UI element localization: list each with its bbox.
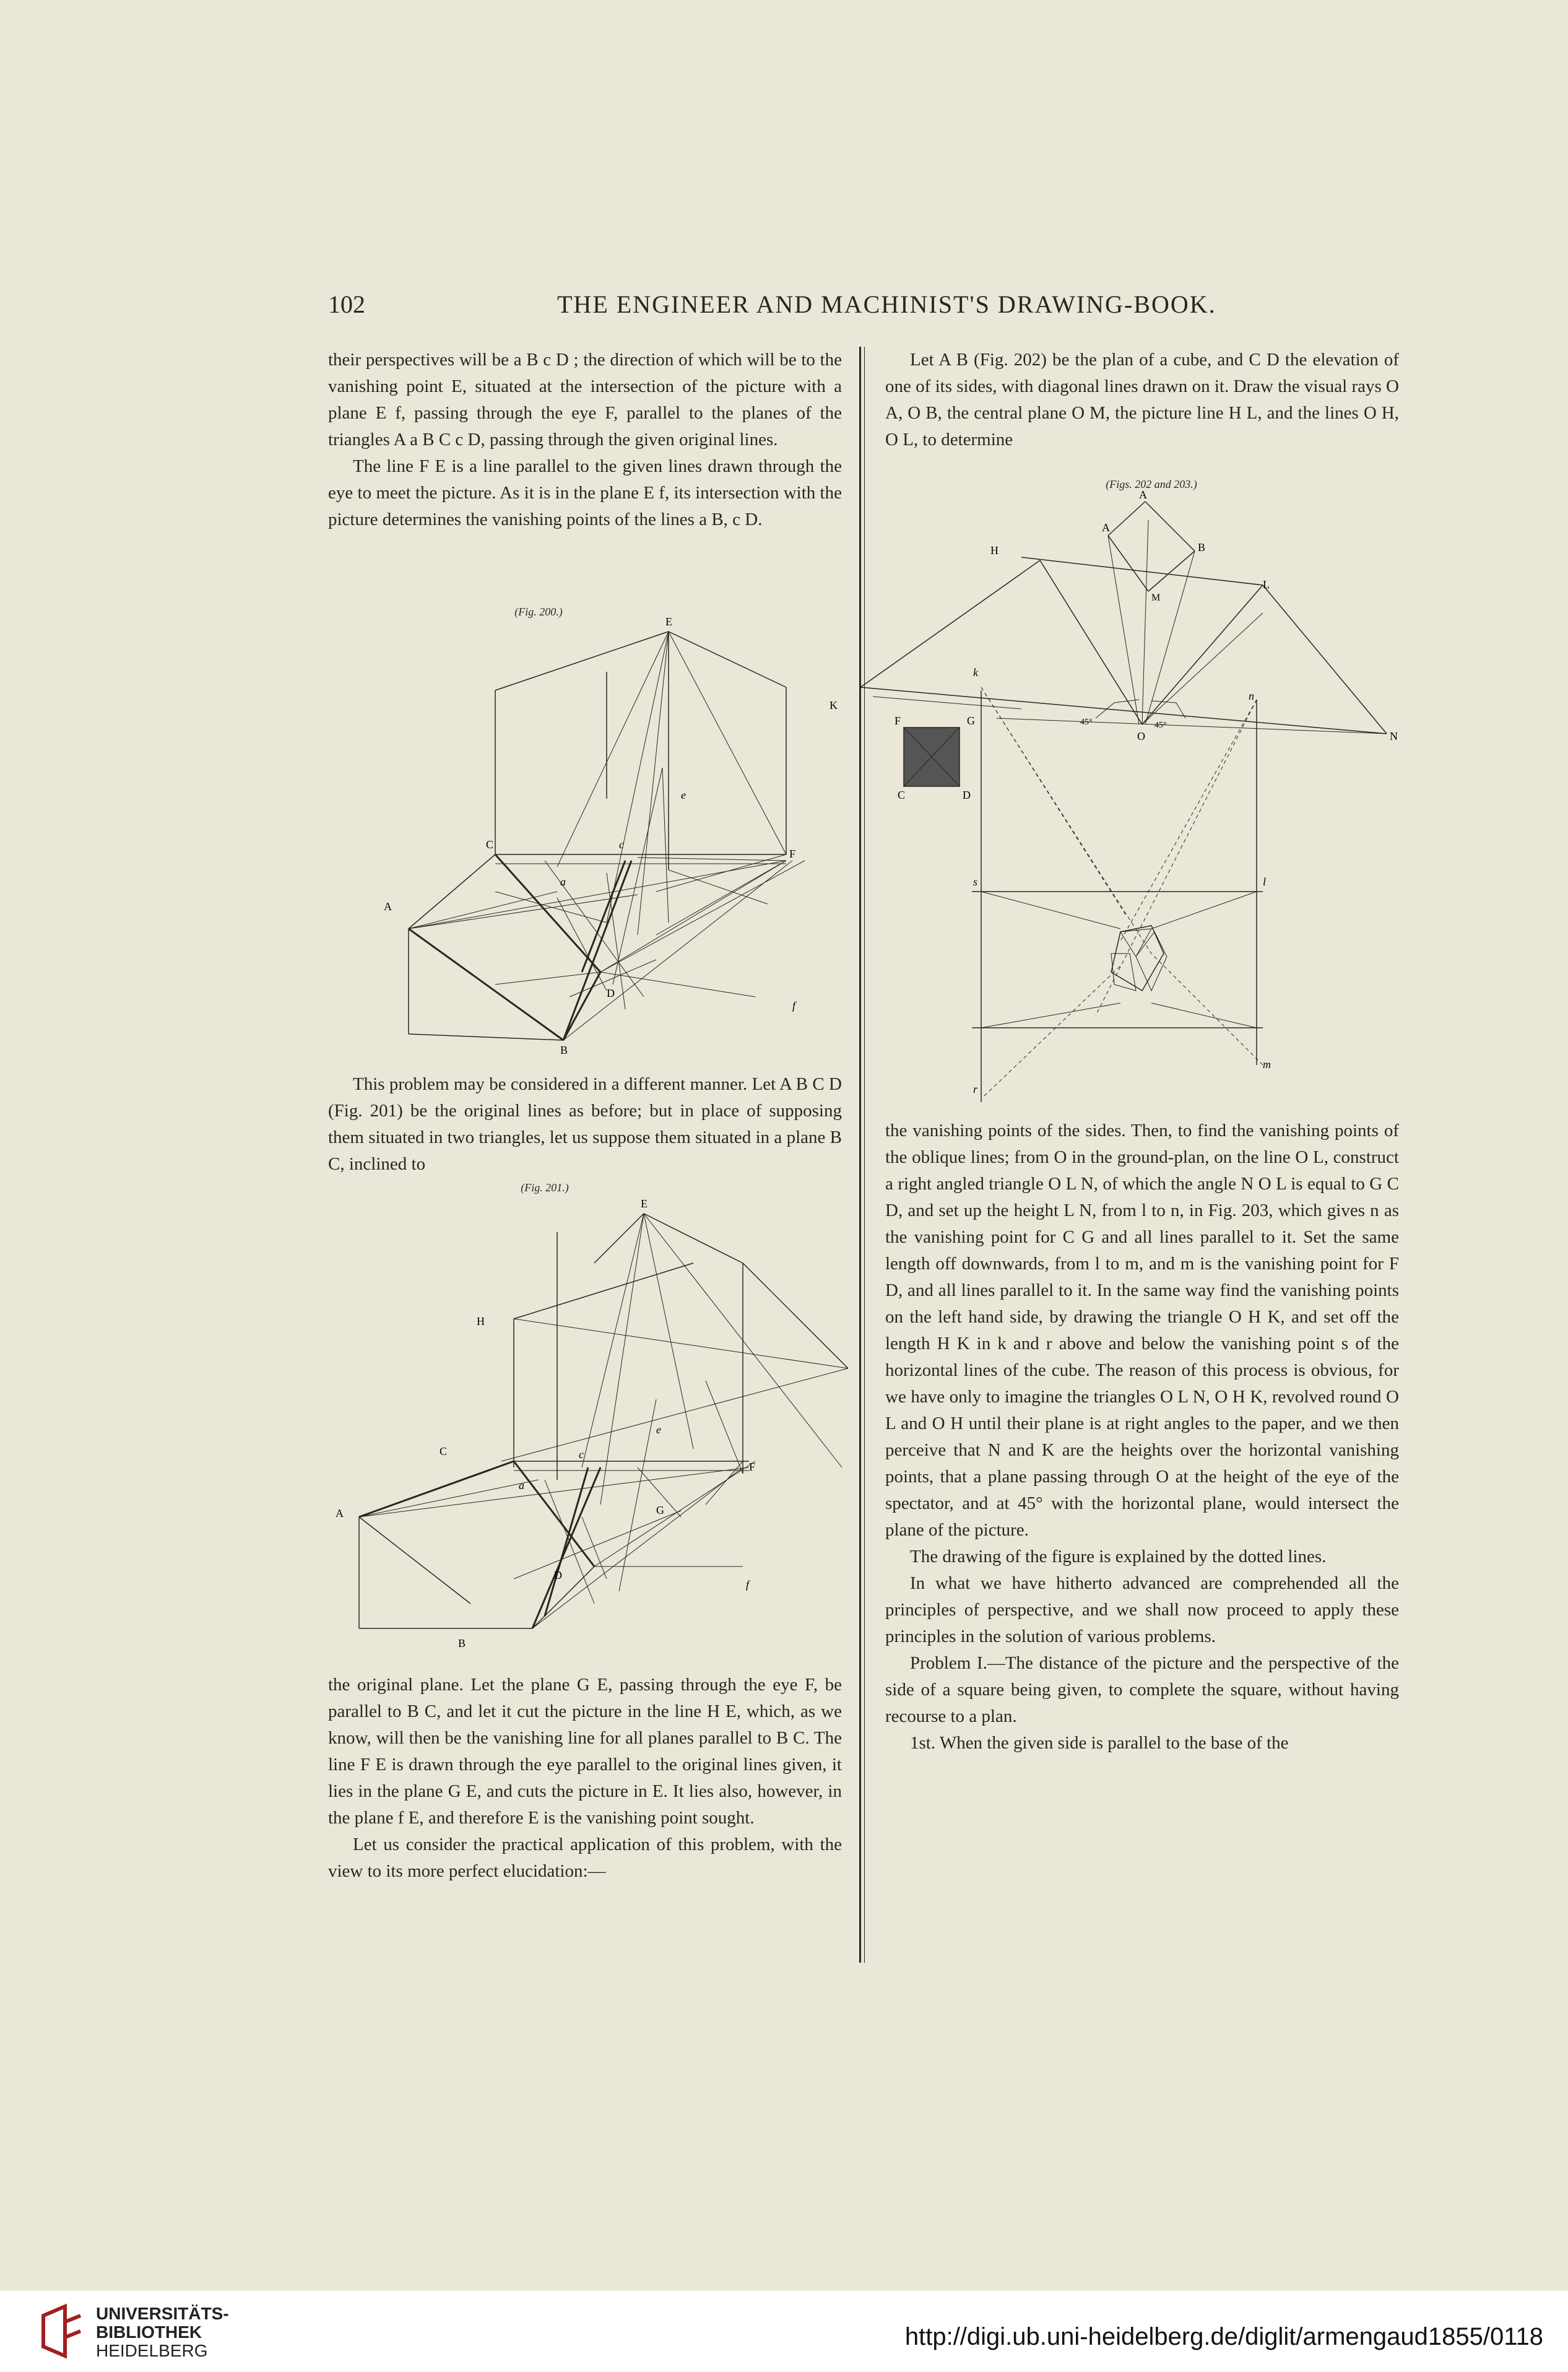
label-A: A — [1139, 489, 1147, 501]
label-D: D — [963, 789, 971, 801]
paragraph: The drawing of the figure is explained by the dotted lines. — [910, 1547, 1327, 1566]
library-name-line: BIBLIOTHEK — [96, 2322, 202, 2342]
label-r: r — [973, 1083, 978, 1095]
paragraph: Let A B (Fig. 202) be the plan of a cube, and C D the elevation of one of its sides, with diagonal lines drawn on it. Draw the visual rays O A, O B, the central plane O M, the picture line H L, and the lines O H, O L, to determine — [885, 350, 1399, 450]
label-H: H — [477, 1315, 485, 1327]
paragraph: Let us consider the practical application of this problem, with the view to its more perfect elucidation:— — [328, 1835, 842, 1881]
figure-200 — [371, 613, 817, 1059]
label-f: f — [792, 999, 796, 1012]
label-c: c — [579, 1448, 584, 1461]
label-C: C — [440, 1445, 448, 1458]
label-D: D — [554, 1569, 562, 1581]
library-logo-icon — [37, 2303, 87, 2359]
label-f: f — [746, 1578, 750, 1591]
label-F: F — [894, 715, 901, 727]
label-s: s — [973, 875, 978, 888]
angle-label: 45° — [1154, 721, 1167, 730]
label-B: B — [1198, 541, 1206, 554]
paragraph: 1st. When the given side is parallel to the base of the — [910, 1733, 1289, 1753]
label-F: F — [789, 848, 796, 860]
paragraph: the original plane. Let the plane G E, passing through the eye F, be parallel to B C, and let it cut the picture in the line H E, which, as we know, will then be the vanishing line for all planes parallel to B C. The line F E is drawn through the eye parallel to the original lines given, it lies in the plane G E, and cuts the picture in E. It lies also, however, in the plane f E, and therefore E is the vanishing point sought. — [328, 1675, 842, 1828]
running-head — [328, 290, 1405, 327]
label-O: O — [1137, 730, 1145, 742]
label-a: a — [560, 875, 566, 888]
label-F: F — [749, 1461, 756, 1473]
label-D: D — [607, 987, 615, 999]
label-A: A — [384, 900, 392, 913]
paragraph: the vanishing points of the sides. Then, to find the vanishing points of the oblique lines; from O in the ground-plan, on the line O L, construct a right angled triangle O L N, of which the angle N O L is equal to G C D, and set up the height L N, from l to n, in Fig. 203, which gives n as the vanishing point for C G and all lines parallel to it. Set the same length off downwards, from l to m, and m is the vanishing point for F D, and all lines parallel to it. In the same way find the vanishing points on the left hand side, by drawing the triangle O H K, and set off the length H K in k and r above and below the vanishing point s of the horizontal lines of the cube. The reason of this process is obvious, for we have only to imagine the triangles O L N, O H K, revolved round O L and O H until their plane is at right angles to the paper, and we then perceive that N and K are the heights over the horizontal vanishing points, that a plane passing through O at the height of the eye of the spectator, and at 45° with the horizontal plane, would intersect the plane of the picture. — [885, 1121, 1399, 1540]
label-N: N — [1390, 730, 1398, 742]
label-a: a — [519, 1479, 524, 1492]
label-K: K — [829, 699, 838, 711]
label-A: A — [336, 1507, 344, 1519]
label-c: c — [619, 838, 624, 851]
left-column-mid — [328, 1071, 842, 1178]
label-M: M — [1151, 593, 1161, 603]
label-e: e — [681, 789, 686, 801]
right-column-top — [885, 347, 1399, 453]
figure-caption: (Fig. 200.) — [514, 606, 563, 618]
label-C: C — [898, 789, 906, 801]
label-G: G — [967, 715, 975, 727]
label-l: l — [1263, 875, 1267, 888]
label-e: e — [656, 1423, 661, 1436]
paragraph: This problem may be considered in a different manner. Let A B C D (Fig. 201) be the original lines as before; but in place of supposing them situated in two triangles, let us suppose them situated in a plane B C, inclined to — [328, 1074, 842, 1174]
page-number: 102 — [328, 290, 365, 318]
figure-201 — [334, 1195, 854, 1666]
paragraph: In what we have hitherto advanced are comprehended all the principles of perspective, and we shall now proceed to apply these principles in the solution of various problems. — [885, 1573, 1399, 1646]
running-title: THE ENGINEER AND MACHINIST'S DRAWING-BOOK. — [557, 290, 1216, 318]
paragraph: The line F E is a line parallel to the given lines drawn through the eye to meet the picture. As it is in the plane E f, its intersection with the picture determines the vanishing points of the lines a B, c D. — [328, 456, 842, 529]
label-H: H — [990, 544, 998, 557]
figure-caption: (Figs. 202 and 203.) — [1106, 478, 1197, 490]
label-E: E — [665, 615, 672, 628]
source-url-link[interactable]: http://digi.ub.uni-heidelberg.de/diglit/armengaud1855/0118 — [904, 2323, 1543, 2350]
angle-label: 45° — [1080, 718, 1093, 727]
label-k: k — [973, 666, 978, 679]
paragraph: their perspectives will be a B c D ; the direction of which will be to the vanishing point E, situated at the intersection of the picture with a plane E f, passing through the eye F, parallel to the planes of the triangles A a B C c D, passing through the given original lines. — [328, 350, 842, 450]
label-B: B — [458, 1637, 466, 1649]
label-A: A — [1102, 521, 1110, 534]
left-column-bottom — [328, 1672, 842, 1885]
library-name-line: HEIDELBERG — [96, 2341, 208, 2360]
label-E: E — [641, 1197, 648, 1210]
label-L: L — [1263, 578, 1270, 591]
label-C: C — [486, 838, 494, 851]
library-name-line: UNIVERSITÄTS- — [96, 2304, 229, 2323]
label-n: n — [1249, 690, 1254, 702]
right-column-bottom — [885, 1118, 1399, 1757]
figure-caption: (Fig. 201.) — [521, 1181, 569, 1194]
library-name — [96, 2305, 229, 2360]
label-m: m — [1263, 1058, 1271, 1071]
label-G: G — [656, 1504, 664, 1516]
label-B: B — [560, 1044, 568, 1056]
paragraph: Problem I.—The distance of the picture and the perspective of the side of a square being given, to complete the square, without having recourse to a plan. — [885, 1653, 1399, 1726]
left-column-top — [328, 347, 842, 533]
figure-202-203 — [829, 489, 1405, 1102]
